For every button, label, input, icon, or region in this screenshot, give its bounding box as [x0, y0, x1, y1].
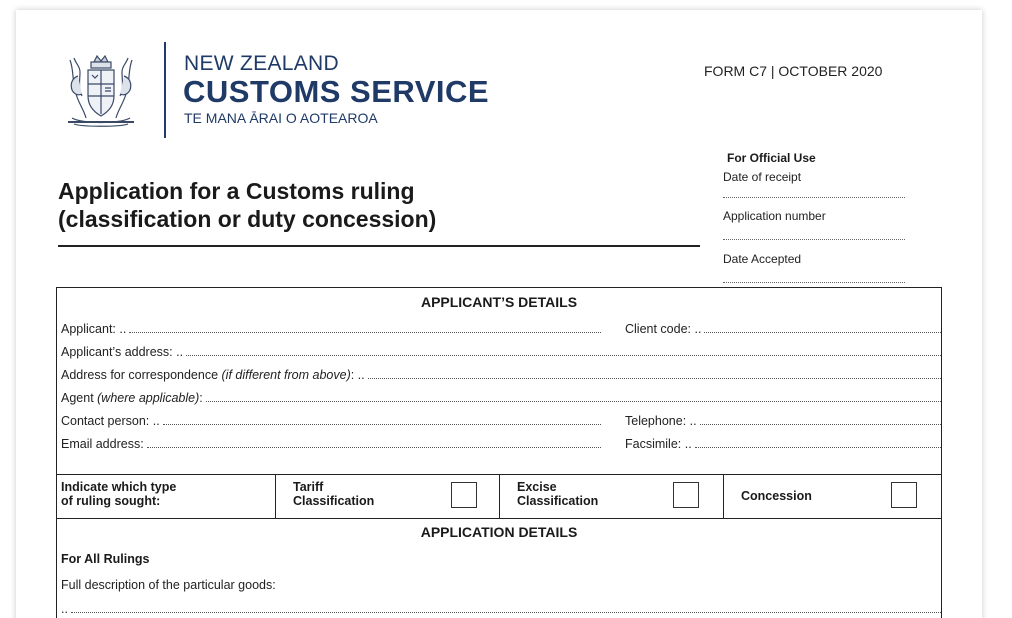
- excise-classification-checkbox[interactable]: [673, 482, 699, 508]
- official-date-accepted-field[interactable]: [723, 282, 905, 283]
- form-title-line-2: (classification or duty concession): [58, 206, 437, 232]
- ruling-divider-1: [275, 474, 276, 518]
- brand-divider: [164, 42, 166, 138]
- coat-of-arms-logo: [58, 48, 144, 130]
- tariff-classification-checkbox[interactable]: [451, 482, 477, 508]
- application-table: [56, 287, 942, 618]
- applicant-field[interactable]: [61, 320, 601, 336]
- official-date-of-receipt-label: Date of receipt: [723, 170, 802, 184]
- ruling-divider-2: [499, 474, 500, 518]
- ruling-type-prompt-line-2: of ruling sought:: [61, 494, 161, 508]
- applicant-label: Applicant: ..: [61, 322, 127, 336]
- brand-name: CUSTOMS SERVICE: [183, 74, 490, 109]
- agent-label: Agent: [61, 391, 98, 405]
- email-field[interactable]: [61, 435, 601, 451]
- goods-description-field[interactable]: [61, 600, 941, 616]
- goods-description-label: Full description of the particular goods:: [61, 578, 276, 592]
- concession-checkbox[interactable]: [891, 482, 917, 508]
- client-code-field[interactable]: [625, 320, 941, 336]
- official-use-heading: For Official Use: [727, 151, 816, 165]
- applicant-address-label: Applicant’s address: ..: [61, 345, 184, 359]
- agent-note: (where applicable): [97, 391, 200, 405]
- facsimile-field[interactable]: [625, 435, 941, 451]
- ruling-divider-3: [723, 474, 724, 518]
- correspondence-address-suffix: : ..: [350, 368, 365, 382]
- telephone-label: Telephone: ..: [625, 414, 697, 428]
- contact-person-field[interactable]: [61, 412, 601, 428]
- concession-label: Concession: [741, 489, 812, 503]
- facsimile-label: Facsimile: ..: [625, 437, 692, 451]
- client-code-label: Client code: ..: [625, 322, 702, 336]
- correspondence-address-field[interactable]: [61, 366, 941, 382]
- agent-suffix: :: [199, 391, 203, 405]
- goods-description-continuation: ..: [61, 602, 68, 616]
- ruling-row-bottom-border: [57, 518, 941, 519]
- official-date-of-receipt-field[interactable]: [723, 197, 905, 198]
- applicant-address-field[interactable]: [61, 343, 941, 359]
- official-date-accepted-label: Date Accepted: [723, 252, 802, 266]
- form-reference: FORM C7 | OCTOBER 2020: [704, 63, 883, 79]
- email-label: Email address:: [61, 437, 144, 451]
- form-title-line-1: Application for a Customs ruling: [58, 178, 415, 204]
- for-all-rulings-heading: For All Rulings: [61, 552, 150, 566]
- tariff-classification-label: [293, 480, 374, 508]
- tariff-label-line-2: Classification: [293, 494, 375, 508]
- agent-field[interactable]: [61, 389, 941, 405]
- title-divider: [58, 245, 700, 247]
- brand-country: NEW ZEALAND: [184, 52, 339, 75]
- official-application-number-label: Application number: [723, 209, 826, 223]
- excise-label-line-1: Excise: [517, 480, 557, 494]
- brand-maori-name: TE MANA ĀRAI O AOTEAROA: [184, 110, 378, 126]
- excise-classification-label: [517, 480, 598, 508]
- ruling-type-prompt-line-1: Indicate which type: [61, 480, 177, 494]
- excise-label-line-2: Classification: [517, 494, 599, 508]
- ruling-type-prompt: [61, 480, 176, 508]
- telephone-field[interactable]: [625, 412, 941, 428]
- correspondence-address-note: (if different from above): [221, 368, 351, 382]
- application-details-heading: APPLICATION DETAILS: [420, 524, 578, 540]
- contact-person-label: Contact person: ..: [61, 414, 160, 428]
- applicants-details-heading: APPLICANT’S DETAILS: [420, 294, 578, 310]
- tariff-label-line-1: Tariff: [293, 480, 324, 494]
- official-application-number-field[interactable]: [723, 239, 905, 240]
- correspondence-address-label: Address for correspondence: [61, 368, 222, 382]
